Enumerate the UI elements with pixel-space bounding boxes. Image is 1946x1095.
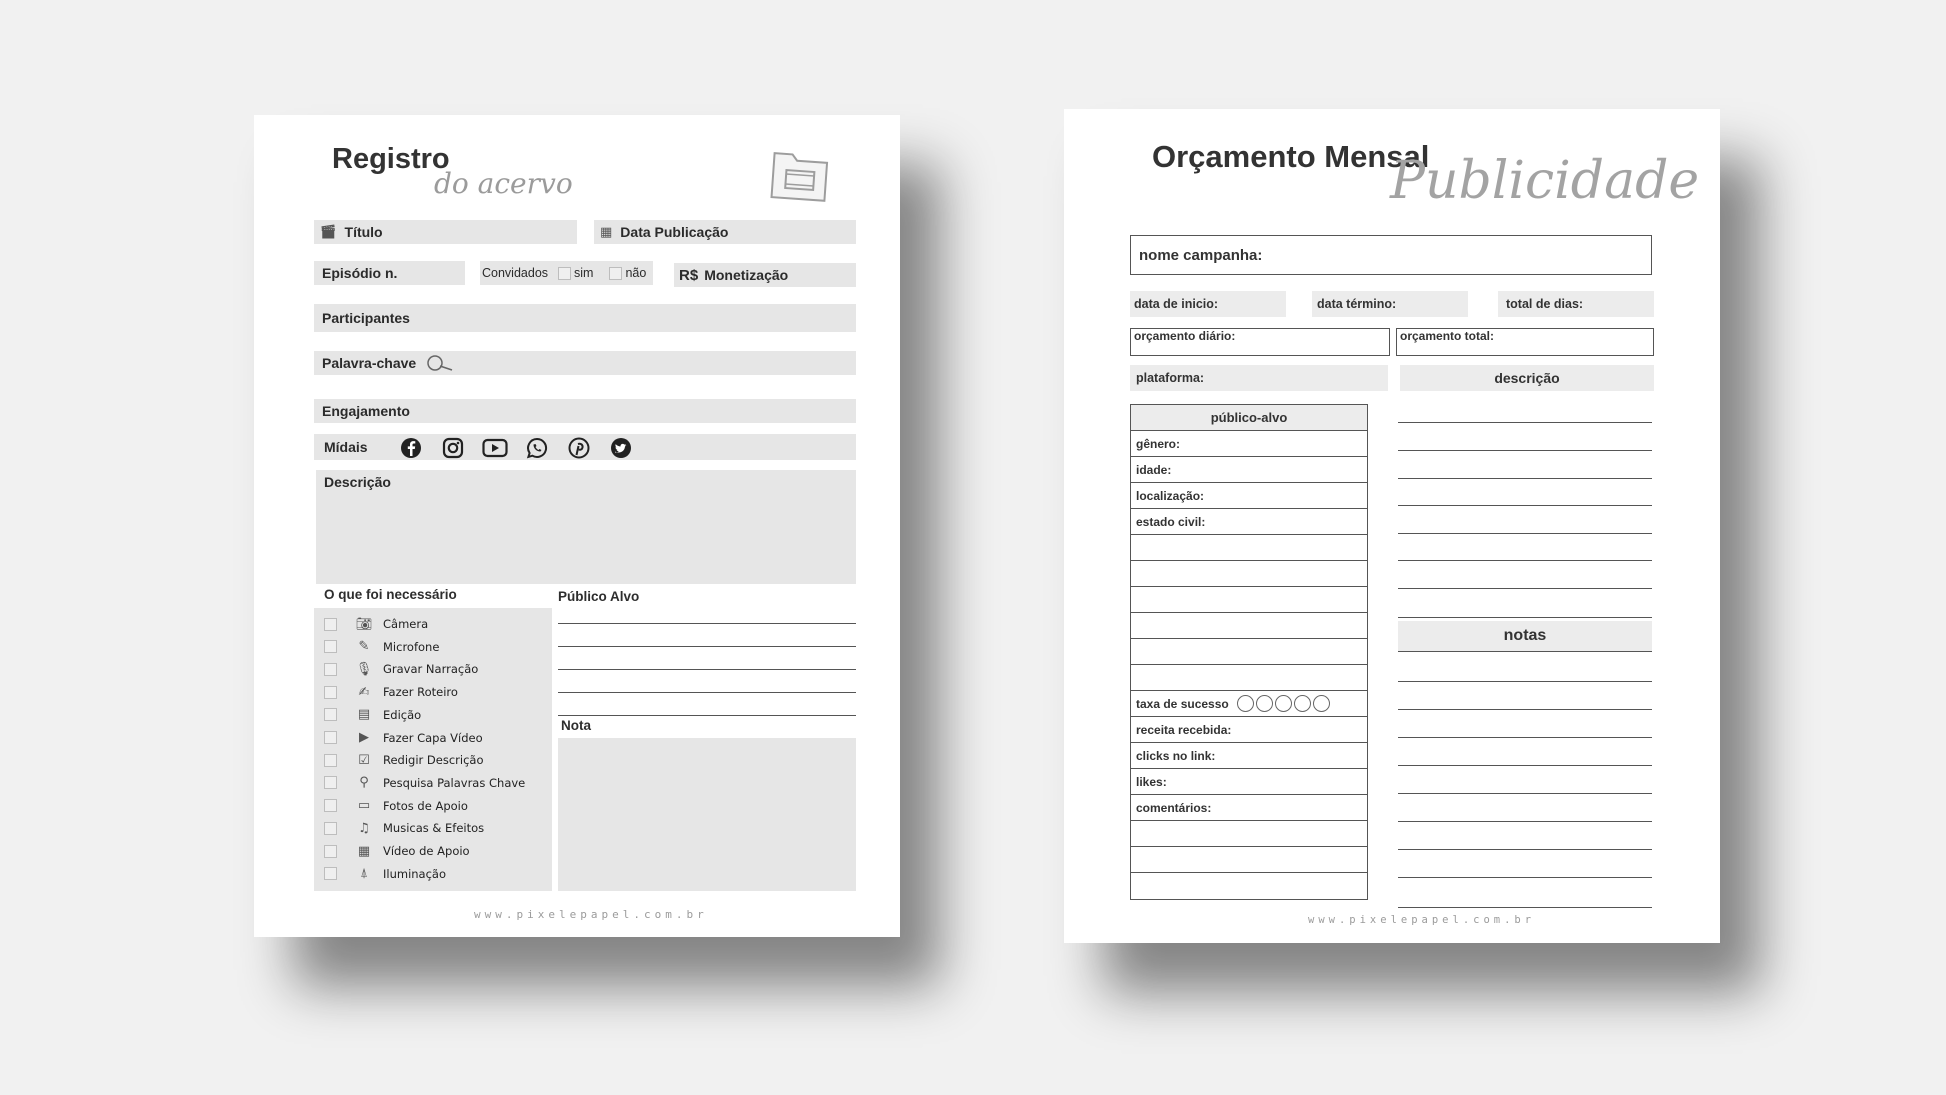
notas-line-8 [1398,877,1652,878]
music-icon: ♫ [358,820,370,836]
calendar-icon: ▦ [600,224,613,239]
descricao-line-3 [1398,478,1652,479]
publico-line-1 [558,623,856,624]
camera-icon: 📷︎ [355,616,373,632]
rating-circle[interactable] [1294,695,1311,712]
checklist-checkbox[interactable] [324,686,337,699]
participantes-field[interactable] [314,304,856,332]
notas-header [1398,621,1652,652]
data-inicio-label: data de inicio: [1134,297,1219,311]
publico-alvo-header [1131,405,1367,431]
publico-line-2 [558,646,856,647]
checklist-checkbox[interactable] [324,867,337,880]
publico-alvo-label: público-alvo [1210,410,1288,425]
checklist-checkbox[interactable] [324,618,337,631]
descricao-box[interactable] [316,470,856,584]
titulo-field[interactable] [314,220,577,244]
notas-line-4 [1398,765,1652,766]
rating-circle[interactable] [1275,695,1292,712]
convidados-label: Convidados [482,266,549,280]
descricao-line-6 [1398,560,1652,561]
descricao-line-4 [1398,505,1652,506]
currency-symbol: R$ [679,266,699,284]
checklist-checkbox[interactable] [324,663,337,676]
checklist-label: Câmera [383,617,429,631]
nome-campanha-field[interactable] [1130,235,1652,275]
checklist-label: Redigir Descrição [383,753,484,768]
publico-line-5 [558,715,856,716]
nota-box[interactable] [558,738,856,891]
nao-label: não [625,266,647,280]
film-folder-icon [770,151,830,203]
publico-alvo-row[interactable] [1131,587,1367,613]
descricao-label: Descrição [324,474,391,490]
youtube-icon[interactable] [482,438,508,458]
checklist-checkbox[interactable] [324,845,337,858]
midias-label: Mídais [324,439,368,455]
checklist-label: Fotos de Apoio [383,798,468,813]
page-subtitle-script: do acervo [434,167,573,200]
photo-icon: ▭ [357,798,371,814]
publico-alvo-row[interactable] [1131,457,1367,483]
rating-circle[interactable] [1256,695,1273,712]
checklist-item [324,841,470,861]
data-termino-field[interactable] [1312,291,1468,317]
publico-line-3 [558,669,856,670]
checklist-label: Musicas & Efeitos [383,821,485,836]
sim-label: sim [574,266,594,280]
checklist-label: Microfone [383,639,440,654]
checklist-label: Vídeo de Apoio [383,844,470,858]
publico-alvo-row[interactable] [1131,769,1367,795]
publico-alvo-row[interactable] [1131,821,1367,847]
publico-alvo-row-label: gênero: [1136,436,1181,451]
descricao-header [1400,365,1654,391]
whatsapp-icon[interactable] [526,437,548,459]
orcamento-diario-label: orçamento diário: [1134,329,1236,343]
publico-alvo-row-label: receita recebida: [1136,722,1232,737]
palavra-chave-label: Palavra-chave [322,355,417,371]
publico-alvo-row-label: clicks no link: [1136,748,1216,763]
mic-stand-icon: 🎙︎ [355,661,373,677]
footer-url: www.pixelepapel.com.br [1308,914,1536,926]
nota-title: Nota [561,718,591,733]
publico-alvo-row[interactable] [1131,431,1367,457]
palavra-chave-field[interactable] [314,351,856,375]
sim-checkbox[interactable] [558,267,571,280]
publico-alvo-row-label: likes: [1136,774,1167,789]
publico-alvo-row[interactable] [1131,535,1367,561]
write-icon: ☑ [358,752,370,768]
publico-alvo-row[interactable] [1131,691,1367,717]
publico-alvo-row-label: comentários: [1136,800,1212,815]
rating-circle[interactable] [1313,695,1330,712]
participantes-label: Participantes [322,310,410,326]
descricao-line-8 [1398,617,1652,618]
checklist-checkbox[interactable] [324,776,337,789]
descricao-line-1 [1398,422,1652,423]
publico-alvo-row[interactable] [1131,483,1367,509]
microphone-icon: ✎ [358,639,370,655]
plataforma-label: plataforma: [1136,371,1205,385]
orcamento-mensal-page [1064,109,1720,943]
lamp-icon: ⍋ [360,866,368,882]
orcamento-total-label: orçamento total: [1400,329,1495,343]
data-publicacao-label: Data Publicação [620,224,729,240]
publico-alvo-row[interactable] [1131,717,1367,743]
descricao-line-5 [1398,533,1652,534]
plataforma-field[interactable] [1130,365,1388,391]
page-title: Registro [332,143,450,175]
instagram-icon[interactable] [442,437,464,459]
checklist-label: Fazer Roteiro [383,685,458,700]
checklist-item [324,796,468,816]
checklist-checkbox[interactable] [324,731,337,744]
notas-line-7 [1398,849,1652,850]
rating-circle[interactable] [1237,695,1254,712]
edit-icon: ✍︎ [358,684,370,700]
publico-alvo-row[interactable] [1131,847,1367,873]
checklist-label: Iluminação [383,866,447,881]
publico-alvo-row[interactable] [1131,795,1367,821]
data-inicio-field[interactable] [1130,291,1286,317]
notas-line-1 [1398,681,1652,682]
convidados-field [480,261,653,285]
monetizacao-field[interactable] [674,263,856,287]
engajamento-field[interactable] [314,399,856,423]
publico-alvo-row-label: localização: [1136,488,1205,503]
play-box-icon: ▶ [359,730,369,745]
checklist-label: Pesquisa Palavras Chave [383,775,526,790]
checklist-item [324,818,484,838]
pinterest-icon[interactable] [568,437,590,459]
checklist-item [324,614,428,634]
total-dias-label: total de dias: [1506,297,1584,311]
publico-alvo-row[interactable] [1131,873,1367,899]
twitter-icon[interactable] [610,437,632,459]
monetizacao-label: Monetização [704,267,789,283]
registro-acervo-page [254,115,900,937]
descricao-line-7 [1398,588,1652,589]
nao-checkbox[interactable] [609,267,622,280]
checklist-item [324,682,458,702]
checklist-checkbox[interactable] [324,708,337,721]
film-icon: ▤ [357,707,371,723]
checklist-item [324,659,478,679]
checklist-checkbox[interactable] [324,822,337,835]
publico-alvo-row[interactable] [1131,613,1367,639]
publico-alvo-row[interactable] [1131,743,1367,769]
data-termino-label: data término: [1317,297,1397,311]
orcamento-total-field[interactable] [1396,328,1654,356]
notas-label: notas [1503,627,1547,644]
publico-alvo-table [1130,404,1368,900]
publico-line-4 [558,692,856,693]
checklist-item [324,864,446,884]
notas-line-9 [1398,907,1652,908]
nome-campanha-label: nome campanha: [1139,246,1263,264]
publico-alvo-row[interactable] [1131,509,1367,535]
episodio-field[interactable] [314,261,465,285]
publico-alvo-row-label: taxa de sucesso [1136,696,1229,711]
checklist-item [324,705,421,725]
descricao-line-2 [1398,450,1652,451]
publico-alvo-row[interactable] [1131,639,1367,665]
footer-url: www.pixelepapel.com.br [474,908,708,921]
page-subtitle-script: Publicidade [1390,151,1700,211]
checklist-checkbox[interactable] [324,640,337,653]
search-key-icon: ⚲ [359,775,369,791]
facebook-icon[interactable] [400,437,422,459]
data-publicacao-field[interactable] [594,220,856,244]
publico-alvo-row[interactable] [1131,665,1367,691]
checklist-label: Gravar Narração [383,662,479,677]
checklist-item [324,750,484,770]
engajamento-label: Engajamento [322,403,410,419]
video-icon: ▦ [357,843,371,859]
clapperboard-icon: 🎬︎ [320,224,337,239]
notas-line-3 [1398,737,1652,738]
checklist-label: Edição [383,707,422,722]
titulo-label: Título [344,224,383,240]
checklist-item [324,728,483,748]
checklist-box [314,608,552,891]
orcamento-diario-field[interactable] [1130,328,1390,356]
notas-line-5 [1398,793,1652,794]
checklist-item [324,637,439,657]
publico-alvo-row-label: idade: [1136,462,1172,477]
publico-alvo-title: Público Alvo [558,589,640,604]
checklist-item [324,773,525,793]
publico-alvo-row[interactable] [1131,561,1367,587]
checklist-checkbox[interactable] [324,799,337,812]
checklist-label: Fazer Capa Vídeo [383,730,483,745]
page-title: Orçamento Mensal [1152,139,1430,174]
notas-line-2 [1398,709,1652,710]
descricao-label: descrição [1494,370,1560,386]
notas-line-6 [1398,821,1652,822]
total-dias-field[interactable] [1498,291,1654,317]
magnifier-key-icon [426,354,454,372]
checklist-checkbox[interactable] [324,754,337,767]
checklist-title: O que foi necessário [324,587,457,602]
episodio-label: Episódio n. [322,265,398,281]
publico-alvo-row-label: estado civil: [1136,514,1206,529]
